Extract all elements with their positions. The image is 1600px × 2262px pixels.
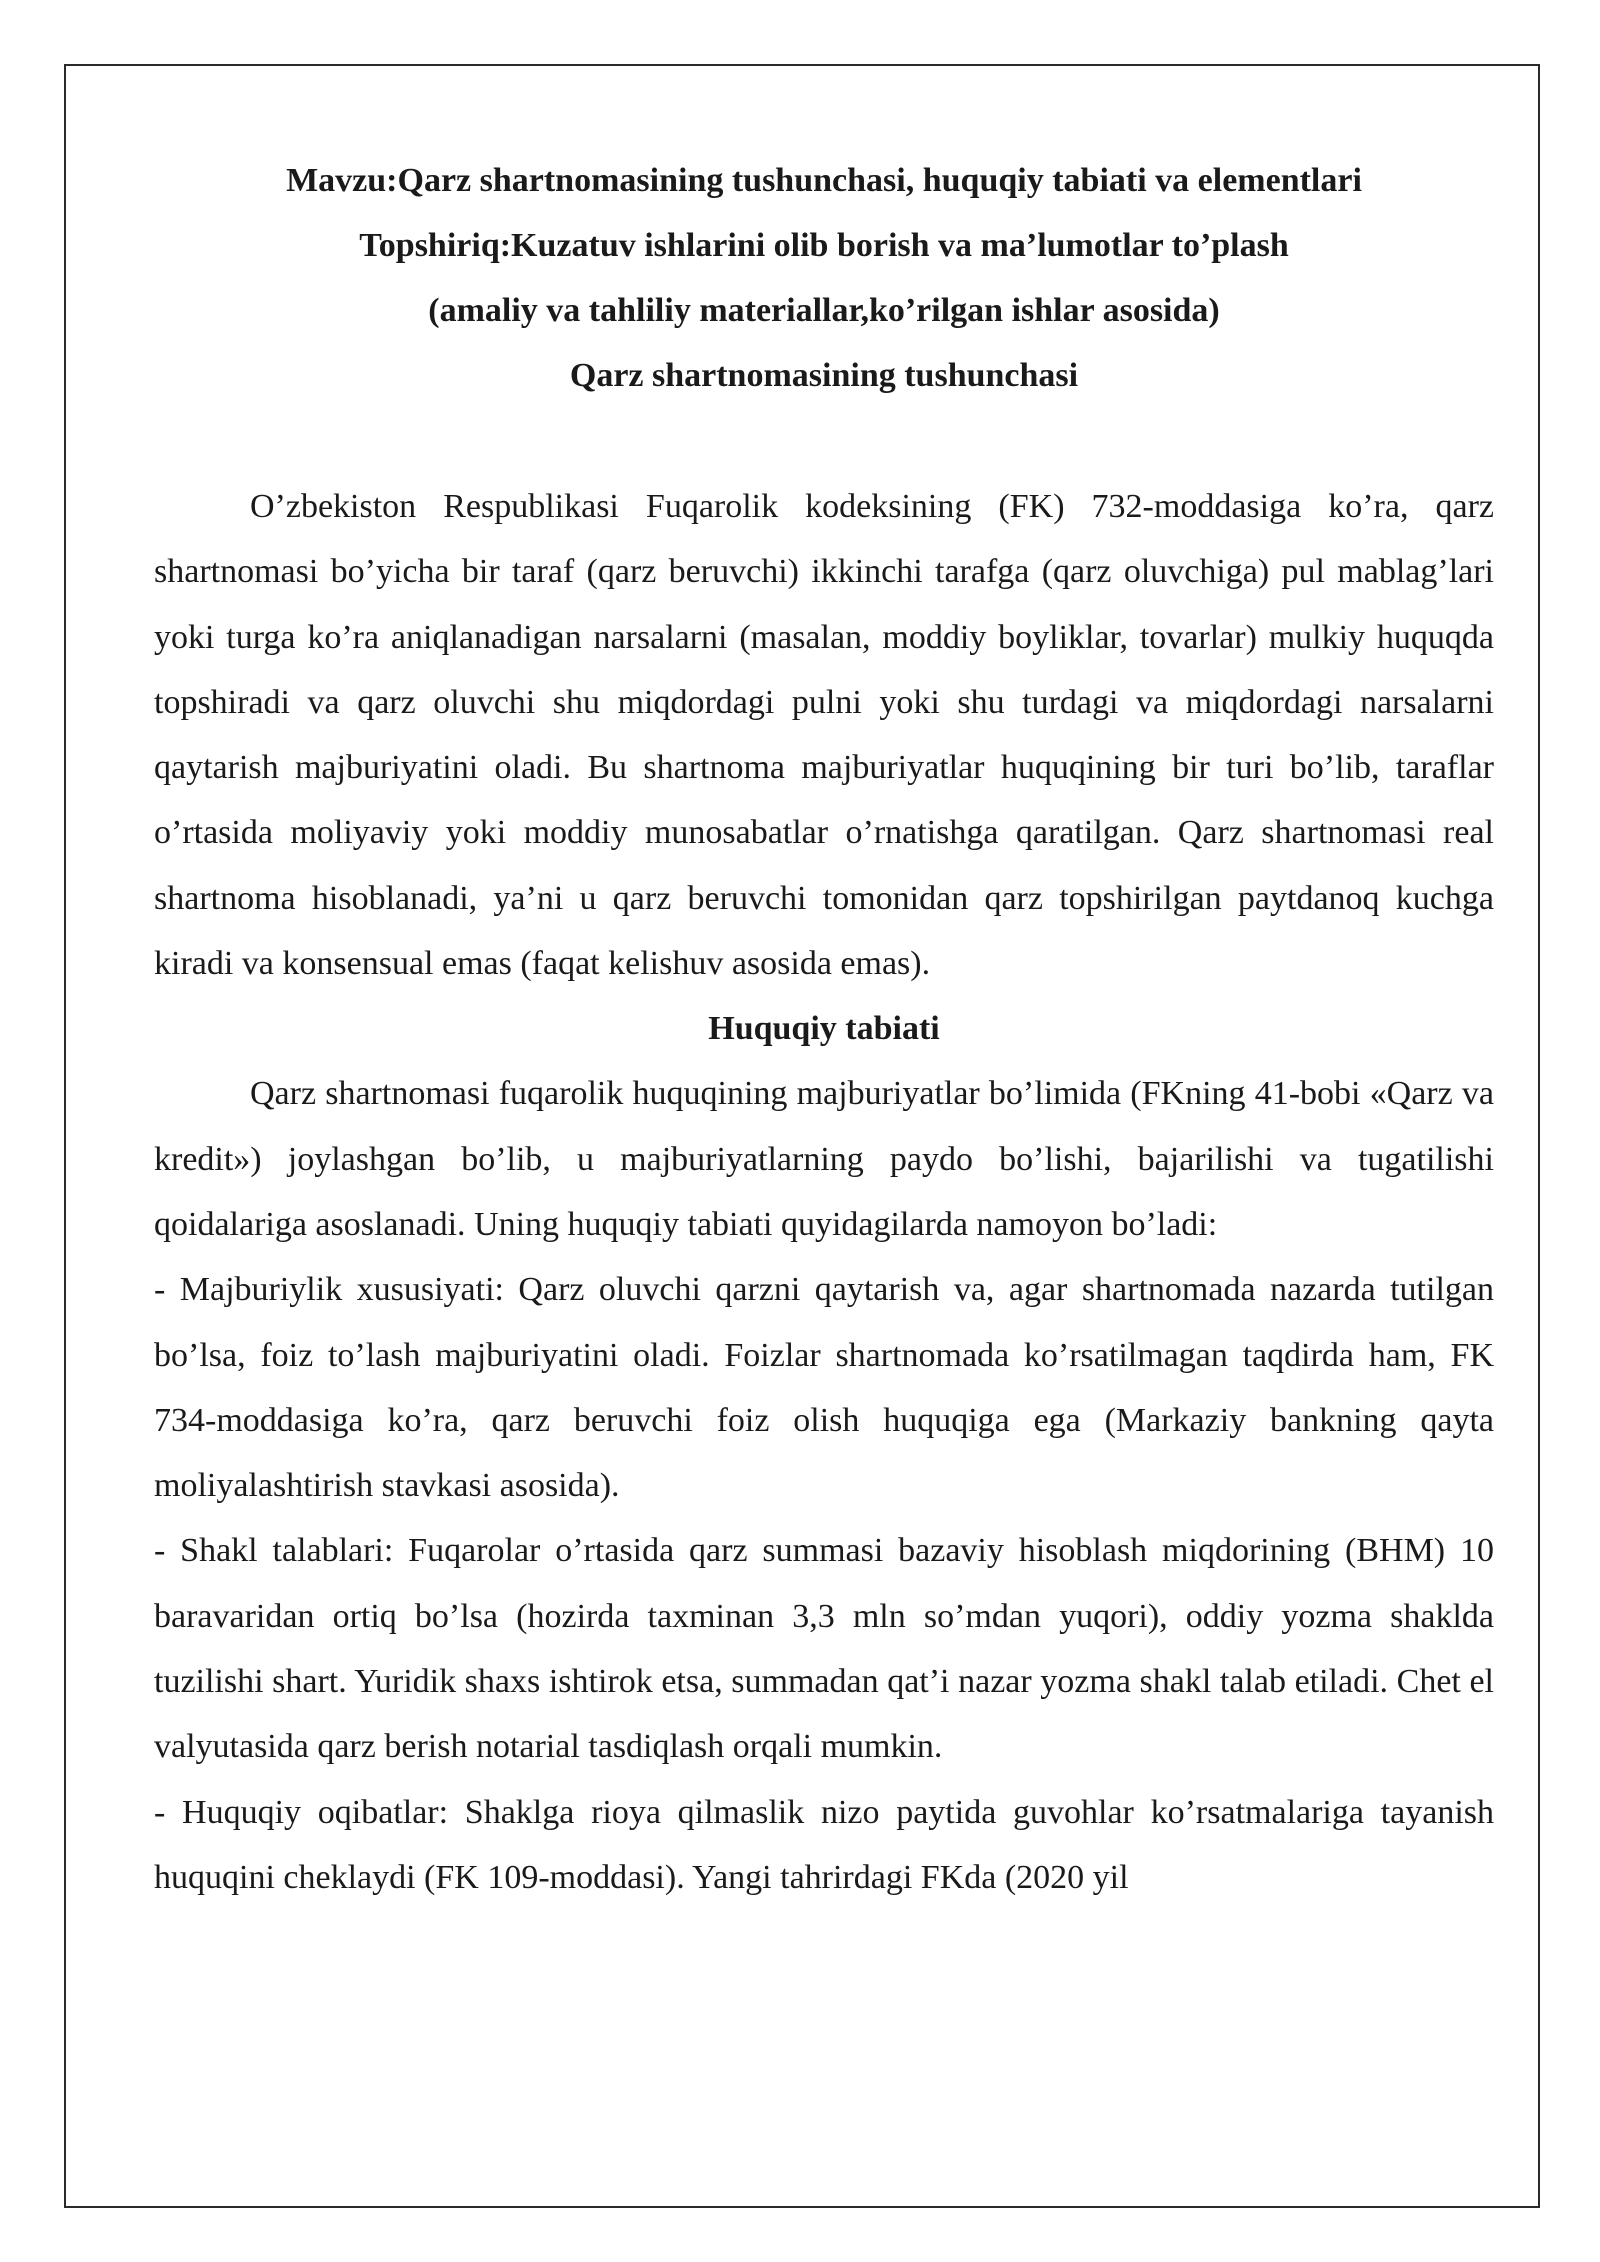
paragraph-concept: O’zbekiston Respublikasi Fuqarolik kodeksining (FK) 732-moddasiga ko’ra, qarz shartnomasi bo’yicha bir taraf (qarz beruvchi) ikkinchi tarafga (qarz oluvchiga) pul mablag’lari yoki turga ko’ra aniqlanadigan narsalarni (masalan, moddiy boyliklar, tovarlar) mulkiy huquqda topshiradi va qarz oluvchi shu miqdordagi pulni yoki shu turdagi va miqdordagi narsalarni qaytarish majburiyatini oladi. Bu shartnoma majburiyatlar huquqining bir turi bo’lib, taraflar o’rtasida moliyaviy yoki moddiy munosabatlar o’rnatishga qaratilgan. Qarz shartnomasi real shartnoma hisoblanadi, ya’ni u qarz beruvchi tomonidan qarz topshirilgan paytdanoq kuchga kiradi va konsensual emas (faqat kelishuv asosida emas). [154,488,1494,983]
document-body [154,148,1494,1910]
list-item-legal-consequences: - Huquqiy oqibatlar: Shaklga rioya qilmaslik nizo paytida guvohlar ko’rsatmalariga tayanish huquqini cheklaydi (FK 109-moddasi). Yangi tahrirdagi FKda (2020 yil [154,1793,1494,1896]
paragraph-legal-nature: Qarz shartnomasi fuqarolik huquqining majburiyatlar bo’limida (FKning 41-bobi «Qarz va kredit») joylashgan bo’lib, u majburiyatlarning paydo bo’lishi, bajarilishi va tugatilishi qoidalariga asoslanadi. Uning huquqiy tabiati quyidagilarda namoyon bo’ladi: [154,1075,1494,1243]
topic-heading: Mavzu:Qarz shartnomasining tushunchasi, huquqiy tabiati va elementlari [286,162,1362,199]
basis-heading: (amaliy va tahliliy materiallar,ko’rilgan ishlar asosida) [428,292,1220,329]
list-item-obligation: - Majburiylik xususiyati: Qarz oluvchi qarzni qaytarish va, agar shartnomada nazarda tutilgan bo’lsa, foiz to’lash majburiyatini oladi. Foizlar shartnomada ko’rsatilmagan taqdirda ham, FK 734-moddasiga ko’ra, qarz beruvchi foiz olish huquqiga ega (Markaziy bankning qayta moliyalashtirish stavkasi asosida). [154,1271,1494,1505]
section-title-legal-nature: Huquqiy tabiati [708,1010,940,1048]
list-item-form-requirements: - Shakl talablari: Fuqarolar o’rtasida qarz summasi bazaviy hisoblash miqdorining (BHM) 10 baravaridan ortiq bo’lsa (hozirda taxminan 3,3 mln so’mdan yuqori), oddiy yozma shaklda tuzilishi shart. Yuridik shaxs ishtirok etsa, summadan qat’i nazar yozma shakl talab etiladi. Chet el valyutasida qarz berish notarial tasdiqlash orqali mumkin. [154,1532,1494,1766]
section-title-concept: Qarz shartnomasining tushunchasi [569,357,1079,394]
blank-line [154,408,1494,474]
task-heading: Topshiriq:Kuzatuv ishlarini olib borish va ma’lumotlar to’plash [359,227,1289,264]
